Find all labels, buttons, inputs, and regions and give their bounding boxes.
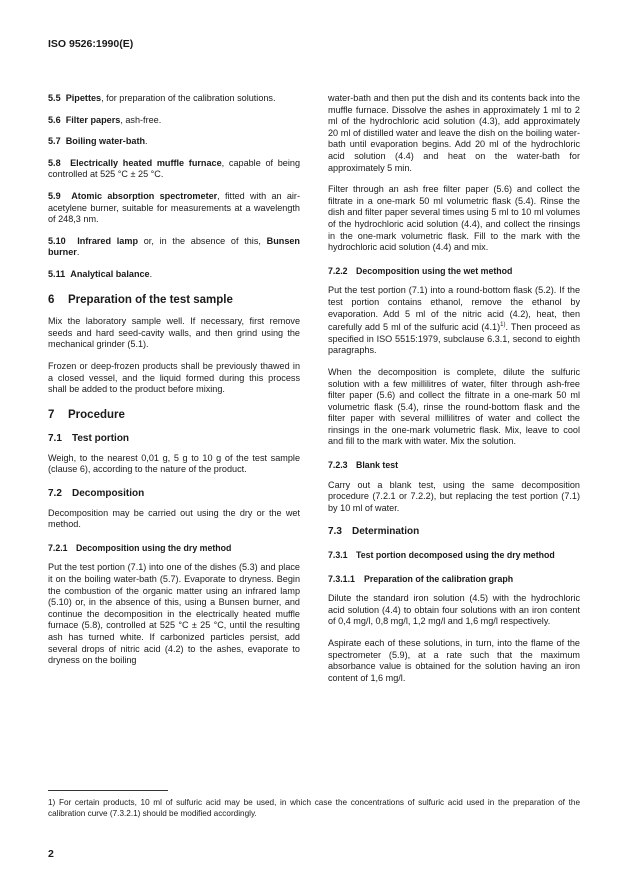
section-7-1-heading — [48, 433, 300, 445]
section-7-2-3-heading — [328, 460, 580, 472]
item-5-9 — [48, 191, 300, 226]
item-5-6-number: 5.6 — [48, 114, 61, 125]
item-5-6-text: , ash-free. — [120, 114, 162, 125]
aspiration-paragraph: Aspirate each of these solutions, in turn, into the flame of the spectrometer (5.9), at a rate such that the maximum absorbance value is obtained for the solution having an iron content of 1,6 mg/l. — [328, 638, 580, 683]
section-7-3-1-1-heading — [328, 574, 580, 586]
item-5-10 — [48, 236, 300, 259]
section-7-2-paragraph: Decomposition may be carried out using the dry or the wet method. — [48, 507, 300, 530]
section-7-2-2-title: Decomposition using the wet method — [356, 265, 513, 276]
section-6-paragraph-2: Frozen or deep-frozen products shall be previously thawed in a closed vessel, and the liquid formed during this process shall be added to the product before mixing. — [48, 360, 300, 395]
item-5-8 — [48, 158, 300, 181]
section-6-paragraph-1: Mix the laboratory sample well. If necessary, first remove seeds and hard seed-cavity walls, and then grind using the mechanical grinder (5.1). — [48, 316, 300, 350]
item-5-7-number: 5.7 — [48, 136, 61, 147]
section-7-3-1-1-number: 7.3.1.1 — [328, 573, 355, 584]
wet-method-text-b: . Then proceed as specified in ISO 5515:1979, subclause 6.3.1, second to eighth paragraphs. — [328, 322, 581, 356]
section-7-heading — [48, 410, 300, 422]
right-column — [328, 93, 580, 694]
calibration-dilution-paragraph: Dilute the standard iron solution (4.5) with the hydrochloric acid solution (4.4) to obtain four solutions with an iron content of 0,4 mg/l, 0,8 mg/l, 1,2 mg/l and 1,6 mg/l respectively. — [328, 593, 580, 627]
section-7-2-1-number: 7.2.1 — [48, 542, 68, 553]
item-5-5-text: , for preparation of the calibration solutions. — [101, 93, 276, 103]
section-7-3-number: 7.3 — [328, 526, 342, 538]
section-7-2-2-number: 7.2.2 — [328, 265, 348, 276]
item-5-11-number: 5.11 — [48, 268, 66, 279]
page-number: 2 — [48, 848, 54, 860]
section-7-2-1-paragraph: Put the test portion (7.1) into one of the dishes (5.3) and place it on the boiling water-bath (5.7). Evaporate to dryness. Begin the combustion of the organic matter using an infrared lamp (5.10) or, in the absence of this, using a Bunsen burner, and continue the decomposition in the electrically heated muffle furnace (5.8), controlled at 525 °C ± 25 °C, until the resulting ash has turned white. If carbonized particles persist, add several drops of nitric acid (4.2) to the ashes, evaporate to dryness on the boiling — [48, 562, 300, 666]
section-6-heading — [48, 295, 300, 307]
item-5-10-title: Infrared lamp — [77, 235, 139, 246]
item-5-5 — [48, 93, 300, 105]
section-6-number: 6 — [48, 293, 55, 306]
wet-method-completion-paragraph: When the decomposition is complete, dilute the sulfuric solution with a few millilitres of water, filter through ash-free filter paper (5.6) and collect the filtrate in a one-mark 50 ml volumetric flask (5.4), rinse the round-bottom flask and the filter paper with several millilitres of water and collect the rinsings in the one-mark volumetric flask. Mix, leave to cool and fill to the mark with water. Mix the solution. — [328, 366, 580, 447]
item-5-10-end: . — [76, 247, 80, 258]
section-7-1-number: 7.1 — [48, 433, 62, 445]
section-7-3-1-title: Test portion decomposed using the dry method — [356, 550, 555, 561]
item-5-5-title: Pipettes — [65, 93, 102, 103]
blank-test-paragraph: Carry out a blank test, using the same decomposition procedure (7.2.1 or 7.2.2), but replacing the test portion (7.1) by 10 ml of water. — [328, 479, 580, 513]
item-5-6 — [48, 115, 300, 127]
section-7-3-title: Determination — [352, 526, 420, 538]
section-7-title: Procedure — [68, 408, 125, 421]
dry-method-continued-paragraph: water-bath and then put the dish and its contents back into the muffle furnace. Dissolve the ashes in approximately 1 ml to 2 ml of the hydrochloric acid solution (4.3), add approximately 20 ml of distilled water and leave the dish on the boiling water-bath until evaporation begins. Add 20 ml of the hydrochloric acid solution (4.4) and heat on the water-bath for approximately 5 min. — [328, 93, 580, 173]
footnote-reference: 1) — [500, 322, 506, 329]
section-7-1-title: Test portion — [72, 433, 130, 445]
section-7-number: 7 — [48, 408, 55, 421]
item-5-11-text: . — [149, 268, 153, 279]
item-5-9-text: , fitted with an air-acetylene burner, suitable for measurements at a wavelength of 248,3 nm. — [48, 190, 300, 225]
wet-method-text-a: Put the test portion (7.1) into a round-bottom flask (5.2). If the test portion contains ethanol, remove the ethanol by evaporation. Add 5 ml of the nitric acid (4.2), heat, then carefully add 5 ml of the sulfuric acid (4.1) — [328, 285, 580, 333]
section-7-3-1-number: 7.3.1 — [328, 550, 348, 561]
section-6-title: Preparation of the test sample — [68, 293, 233, 306]
item-5-6-title: Filter papers — [65, 114, 121, 125]
footnote: 1) For certain products, 10 ml of sulfuric acid may be used, in which case the concentrations of sulfuric acid used in the preparation of the calibration curve (7.3.2.1) should be modified accordingly. — [48, 798, 580, 818]
item-5-10-tail: Bunsen burner — [48, 235, 300, 258]
item-5-10-number: 5.10 — [48, 235, 66, 246]
section-7-2-number: 7.2 — [48, 488, 62, 500]
item-5-7-text: . — [145, 136, 148, 147]
item-5-7-title: Boiling water-bath — [65, 136, 146, 147]
section-7-2-1-title: Decomposition using the dry method — [76, 542, 232, 553]
item-5-9-title: Atomic absorption spectrometer — [71, 190, 218, 201]
section-7-1-paragraph: Weigh, to the nearest 0,01 g, 5 g to 10 g of the test sample (clause 6), according to the nature of the product. — [48, 452, 300, 475]
section-7-2-3-number: 7.2.3 — [328, 460, 348, 471]
section-7-2-heading — [48, 488, 300, 500]
item-5-10-text: or, in the absence of this, — [138, 235, 267, 246]
section-7-3-1-1-title: Preparation of the calibration graph — [364, 573, 514, 584]
section-7-3-1-heading — [328, 550, 580, 562]
item-5-11-title: Analytical balance — [70, 268, 150, 279]
item-5-11 — [48, 269, 300, 281]
filtration-paragraph: Filter through an ash free filter paper (5.6) and collect the filtrate in a one-mark 50 ml volumetric flask (5.4). Rinse the dish and filter paper several times using 5 ml to 10 ml volumes of the hydrochloric acid solution (4.4), and collect the rinsings in the one-mark volumetric flask. Fill to the mark with the hydrochloric acid solution (4.4) and mix. — [328, 184, 580, 253]
item-5-8-number: 5.8 — [48, 157, 61, 168]
footnote-divider — [48, 790, 168, 791]
left-column — [48, 93, 300, 677]
item-5-8-text: , capable of being controlled at 525 °C ± 25 °C. — [48, 157, 301, 180]
section-7-3-heading — [328, 526, 580, 538]
item-5-7 — [48, 136, 300, 148]
section-7-2-2-heading — [328, 266, 580, 278]
item-5-5-number: 5.5 — [48, 93, 61, 103]
item-5-8-title: Electrically heated muffle furnace — [70, 157, 222, 168]
document-id-header: ISO 9526:1990(E) — [48, 38, 134, 50]
section-7-2-3-title: Blank test — [356, 460, 399, 471]
section-7-2-1-heading — [48, 543, 300, 555]
item-5-9-number: 5.9 — [48, 190, 61, 201]
wet-method-paragraph — [328, 285, 580, 357]
section-7-2-title: Decomposition — [72, 488, 145, 500]
